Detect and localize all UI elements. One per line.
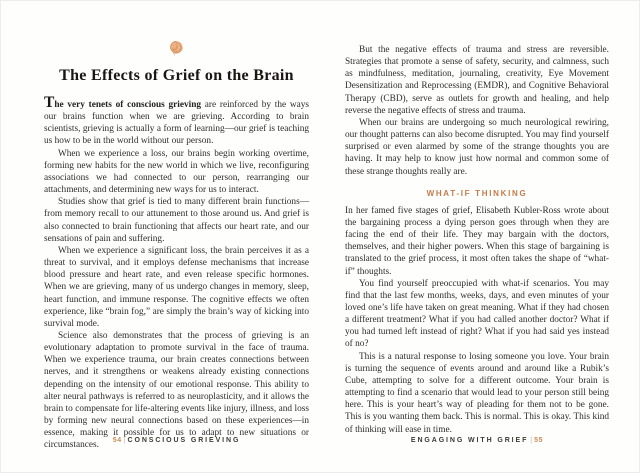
paragraph: Science also demonstrates that the process of grieving is an evolutionary adaptation to promote survival in the face of trauma. When we experience trauma, our brain creates connections between nerves, and it strengthens or weakens already existing connections depending on the intensity of our emotional response. This ability to alter neural pathways is referred to as neuroplasticity, and it allows the brain to compensate for life-altering events like injury, illness, and loss by forming new neural connections based on these experiences—in essence, making it possible for us to adapt to new situations or circumstances. [44,330,309,451]
paragraph: When our brains are undergoing so much neurological rewiring, our thought patterns can also become disrupted. You may find yourself surprised or even alarmed by some of the strange thoughts you are having. It may help to know just how normal and common some of these strange thoughts really are. [345,117,609,177]
left-page-footer [44,437,309,444]
right-page-footer [345,437,609,444]
section-heading: WHAT-IF THINKING [426,188,528,198]
page-number: 55 [534,437,544,444]
paragraph: This is a natural response to losing someone you love. Your brain is turning the sequence of events around and around like a Rubik’s Cube, attempting to solve for a different outcome. Your brain is attempting to find a scenario that would lead to your person still being here. This is your heart’s way of pleading for them not to be gone. This is you wanting them back. This is normal. This is okay. This kind of thinking will ease in time. [345,351,609,435]
chapter-title: The Effects of Grief on the Brain [59,67,294,84]
chapter-ornament [44,40,309,58]
shell-icon [169,40,184,58]
left-page [44,0,309,473]
paragraph: When we experience a significant loss, the brain perceives it as a threat to survival, and it employs defense mechanisms that increase blood pressure and heart rate, and even release specific hormones. When we are grieving, many of us undergo changes in memory, sleep, heart function, and immune response. The cognitive effects we often experience, like “brain fog,” are simply the brain’s way of kicking into survival mode. [44,245,309,329]
paragraph: But the negative effects of trauma and stress are reversible. Strategies that promote a sense of safety, security, and calmness, such as mindfulness, meditation, journaling, creativity, Eye Movement Desensitization and Reprocessing (EMDR), and Cognitive Behavioral Therapy (CBD), serve as outlets for growth and healing, and help reverse the negative effects of stress and trauma. [345,45,609,116]
footer-separator: | [530,437,533,444]
paragraph: In her famed five stages of grief, Elisabeth Kubler-Ross wrote about the bargaining process a dying person goes through when they are facing the end of their life. They may bargain with the doctors, themselves, and their higher powers. When this stage of bargaining is translated to the grief process, it most often takes the shape of “what-if” thoughts. [345,205,609,277]
running-title: ENGAGING WITH GRIEF [410,437,529,444]
paragraph: When we experience a loss, our brains begin working overtime, forming new habits for the new world in which we live, reconfiguring associations we had connected to our person, rearranging our attachments, and determining new ways for us to interact. [44,148,309,196]
footer-separator: | [123,437,126,444]
page-number: 54 [112,437,122,444]
right-page [345,0,609,473]
paragraph: Studies show that grief is tied to many different brain functions—from memory recall to our attunement to those around us. And grief is also connected to brain functioning that affects our heart rate, and our sensations of pain and suffering. [44,197,309,244]
lead-bold-phrase: he very tenets of conscious grieving [54,100,202,110]
paragraph: You find yourself preoccupied with what-if scenarios. You may find that the last few months, weeks, days, and even minutes of your loved one’s life have taken on great meaning. What if they had chosen a different treatment? What if you had called another doctor? What if you had turned left instead of right? What if you had said yes instead of no? [345,278,609,350]
lead-text: are reinforced by the ways our brains function when we are grieving. According to brain scientists, grieving is actually a form of learning—our grief is teaching us how to be in the world without our person. [44,100,309,147]
lead-paragraph [44,94,309,148]
running-title: CONSCIOUS GRIEVING [127,437,241,444]
initial-cap: T [44,94,55,111]
